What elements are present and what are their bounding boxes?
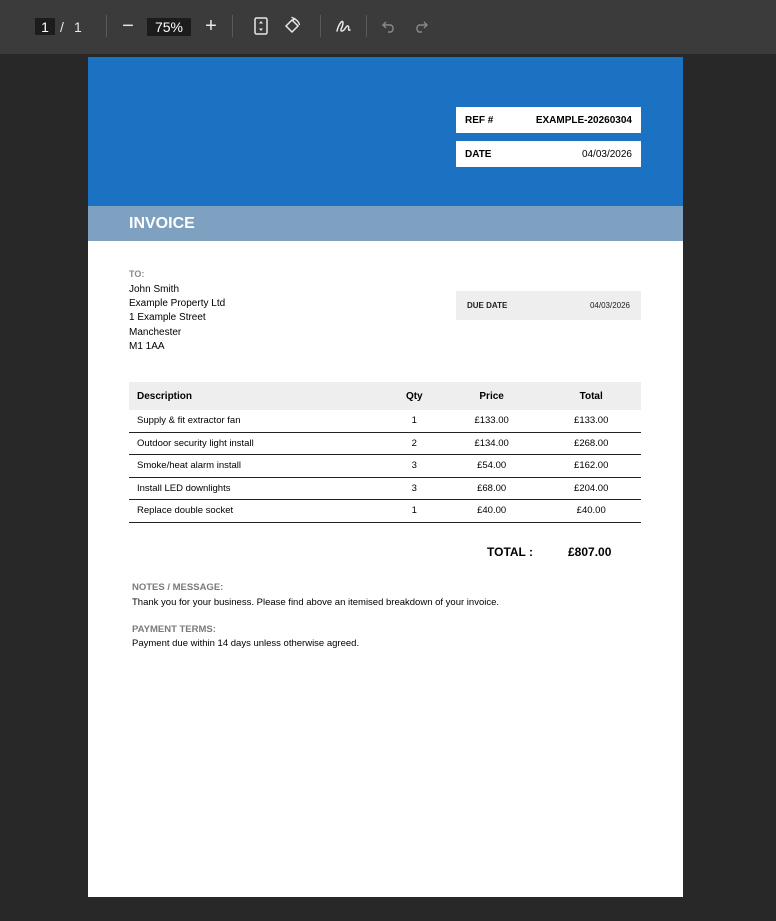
toolbar-divider	[320, 15, 321, 37]
table-row	[129, 477, 641, 500]
date-box	[456, 141, 641, 167]
recipient-company: Example Property Ltd	[129, 298, 226, 310]
item-qty: 1	[387, 500, 442, 523]
recipient-name: John Smith	[129, 284, 180, 295]
reference-value: EXAMPLE-20260304	[535, 114, 632, 126]
viewer-toolbar	[0, 0, 776, 54]
invoice-title: INVOICE	[88, 206, 683, 241]
date-label: DATE	[465, 148, 492, 160]
item-total: £40.00	[541, 500, 641, 523]
payment-terms-text: Payment due within 14 days unless otherwise agreed.	[132, 638, 360, 649]
recipient-street: 1 Example Street	[129, 312, 206, 324]
draw-button[interactable]	[332, 14, 356, 38]
table-row	[129, 410, 641, 432]
redo-icon	[413, 19, 429, 33]
item-description: Smoke/heat alarm install	[129, 455, 387, 478]
table-header-row	[129, 382, 641, 410]
item-qty: 1	[387, 410, 442, 432]
column-header-price: Price	[442, 382, 542, 410]
fit-page-icon	[254, 17, 268, 35]
due-date-value: 04/03/2026	[589, 301, 630, 310]
total-label: TOTAL :	[487, 545, 533, 559]
item-price: £40.00	[442, 500, 542, 523]
zoom-out-button[interactable]	[117, 14, 139, 38]
reference-label: REF #	[465, 114, 494, 126]
item-description: Supply & fit extractor fan	[129, 410, 387, 432]
page-number-input[interactable]: 1	[35, 18, 55, 35]
document-page	[88, 57, 683, 897]
item-total: £204.00	[541, 477, 641, 500]
item-total: £268.00	[541, 432, 641, 455]
item-description: Replace double socket	[129, 500, 387, 523]
table-row	[129, 432, 641, 455]
payment-terms-label: PAYMENT TERMS:	[132, 624, 216, 635]
item-qty: 2	[387, 432, 442, 455]
undo-icon	[381, 19, 397, 33]
recipient-address	[129, 283, 225, 354]
item-price: £54.00	[442, 455, 542, 478]
table-row	[129, 500, 641, 523]
item-total: £162.00	[541, 455, 641, 478]
invoice-header	[88, 57, 683, 206]
annotate-icon	[335, 17, 353, 35]
zoom-out-icon: −	[122, 14, 134, 37]
total-value: £807.00	[568, 545, 612, 559]
fit-page-button[interactable]	[249, 14, 273, 38]
toolbar-divider	[232, 15, 233, 37]
redo-button[interactable]	[410, 14, 432, 38]
item-total: £133.00	[541, 410, 641, 432]
due-date-box	[456, 291, 641, 320]
column-header-description: Description	[129, 382, 387, 410]
page-total: 1	[74, 18, 82, 35]
zoom-in-icon: +	[205, 14, 217, 37]
column-header-total: Total	[541, 382, 641, 410]
item-price: £133.00	[442, 410, 542, 432]
item-description: Outdoor security light install	[129, 432, 387, 455]
item-qty: 3	[387, 477, 442, 500]
toolbar-divider	[106, 15, 107, 37]
table-row	[129, 455, 641, 478]
item-description: Install LED downlights	[129, 477, 387, 500]
notes-text: Thank you for your business. Please find above an itemised breakdown of your invoice.	[132, 597, 500, 608]
undo-button[interactable]	[378, 14, 400, 38]
rotate-button[interactable]	[280, 14, 304, 38]
zoom-level-input[interactable]: 75%	[147, 18, 191, 36]
item-price: £134.00	[442, 432, 542, 455]
due-date-label: DUE DATE	[467, 301, 508, 310]
notes-label: NOTES / MESSAGE:	[132, 582, 224, 593]
toolbar-divider	[366, 15, 367, 37]
rotate-icon	[282, 16, 302, 36]
page-separator: /	[60, 18, 64, 35]
column-header-qty: Qty	[387, 382, 442, 410]
zoom-in-button[interactable]	[200, 14, 222, 38]
reference-box	[456, 107, 641, 133]
recipient-label: TO:	[129, 269, 145, 279]
recipient-city: Manchester	[129, 326, 182, 338]
item-qty: 3	[387, 455, 442, 478]
recipient-postcode: M1 1AA	[129, 340, 165, 352]
line-items-table	[129, 382, 641, 523]
item-price: £68.00	[442, 477, 542, 500]
date-value: 04/03/2026	[581, 148, 632, 160]
